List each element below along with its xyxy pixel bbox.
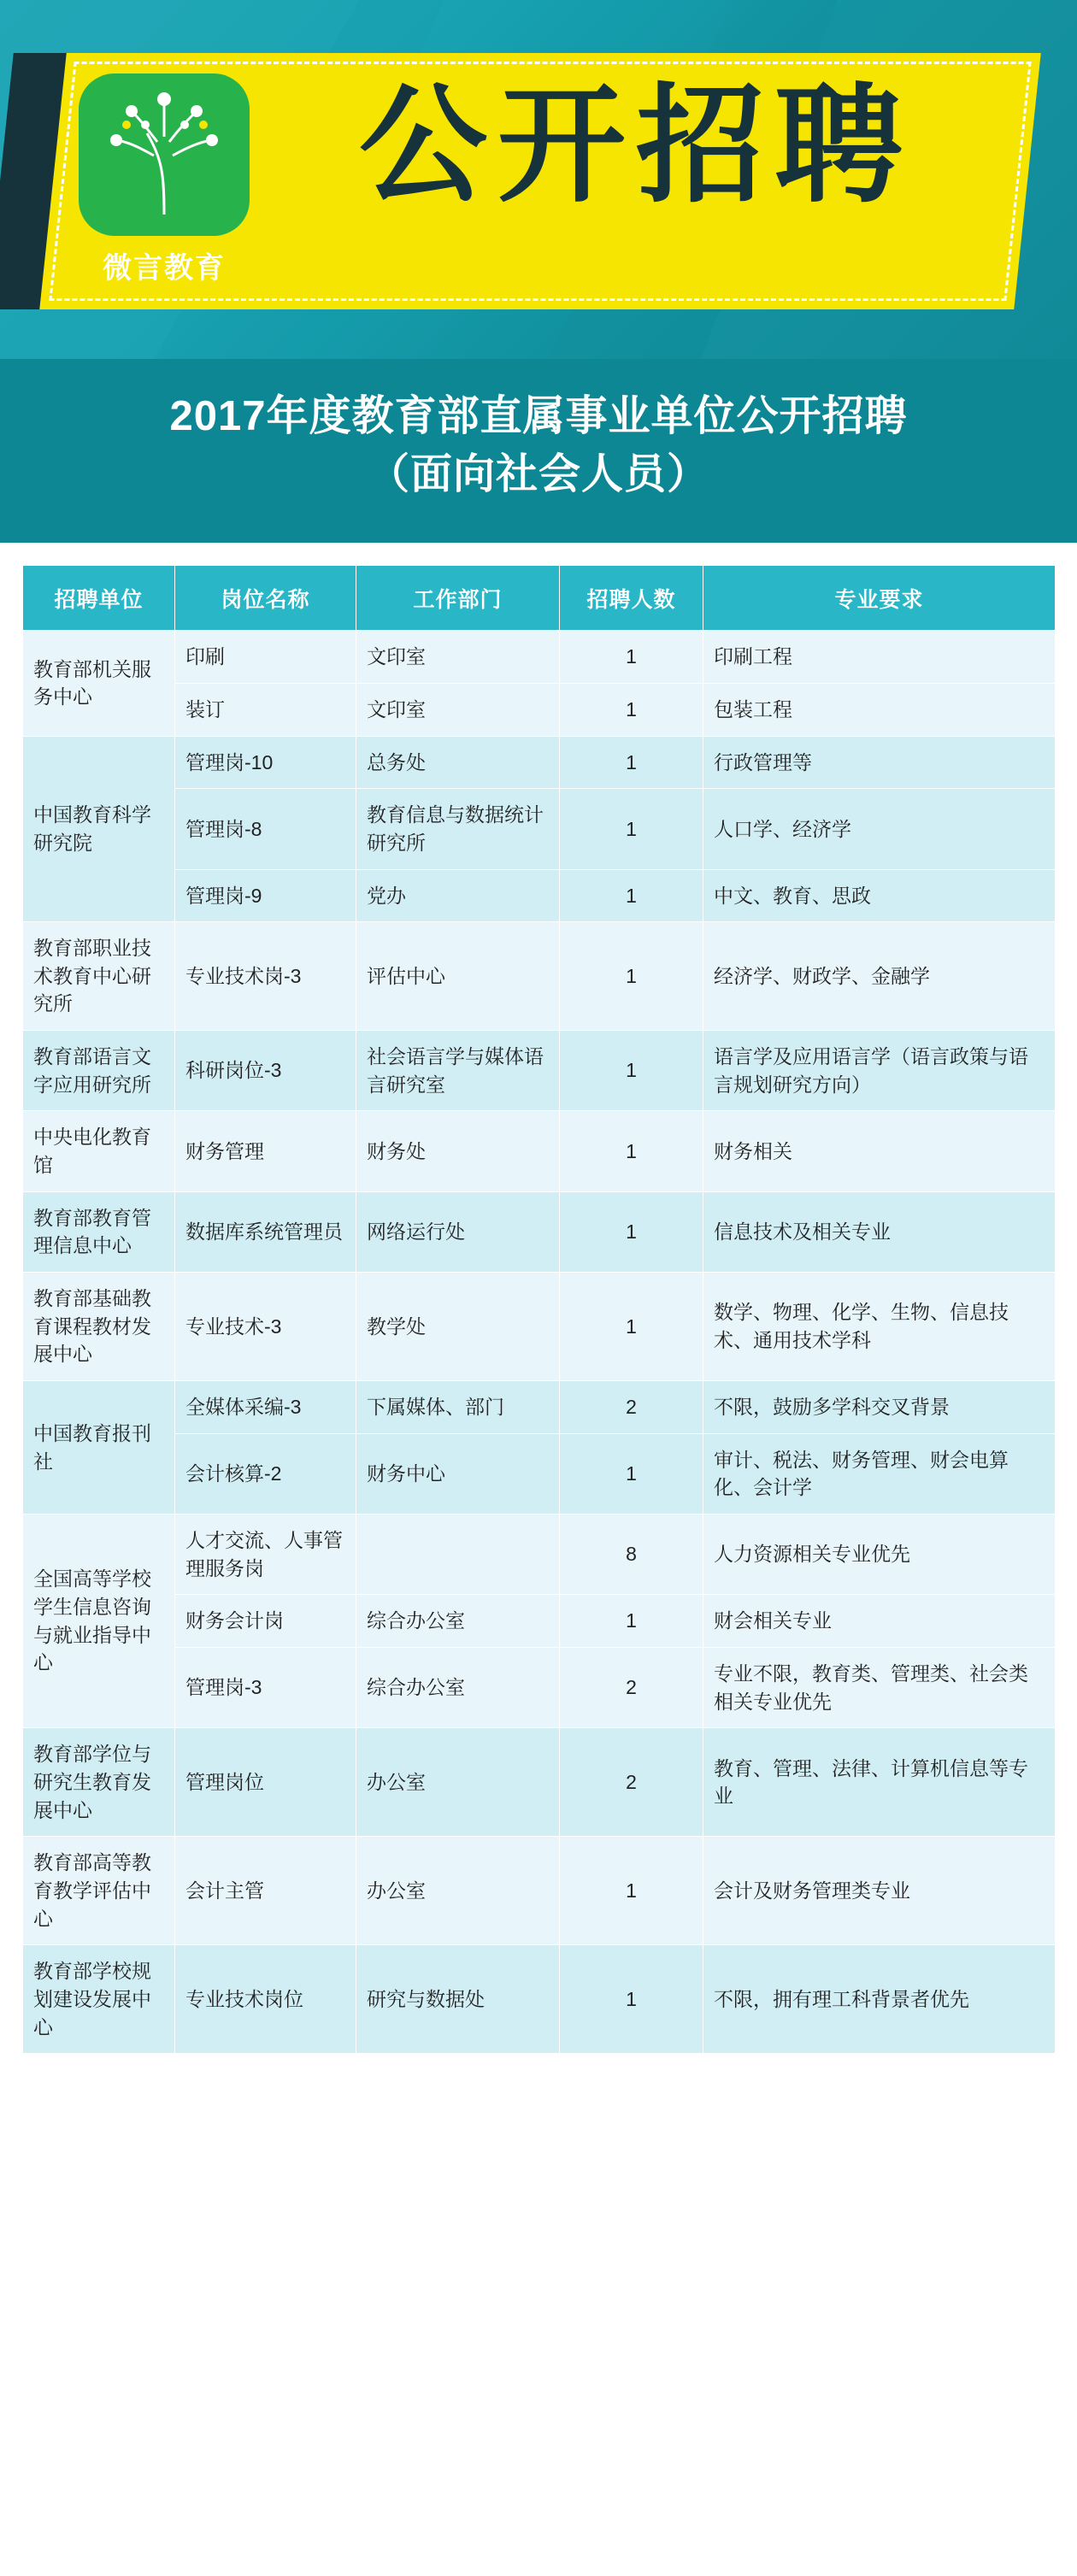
- table-row: [23, 1945, 1056, 2054]
- table-row: [23, 1728, 1056, 1837]
- cell-post: 专业技术岗-3: [175, 922, 356, 1031]
- cell-unit: 教育部教育管理信息中心: [23, 1191, 175, 1272]
- cell-num: 1: [560, 1595, 703, 1648]
- table-row: [23, 1647, 1056, 1727]
- jobs-table: [22, 565, 1056, 2054]
- cell-post: 管理岗位: [175, 1728, 356, 1837]
- cell-num: 1: [560, 1273, 703, 1381]
- table-head: [23, 566, 1056, 631]
- cell-unit: 教育部机关服务中心: [23, 631, 175, 736]
- cell-major: 语言学及应用语言学（语言政策与语言规划研究方向）: [703, 1031, 1056, 1111]
- cell-dept: 研究与数据处: [356, 1945, 560, 2054]
- cell-post: 数据库系统管理员: [175, 1191, 356, 1272]
- cell-post: 全媒体采编-3: [175, 1381, 356, 1434]
- col-header-unit: 招聘单位: [23, 566, 175, 631]
- cell-dept: 综合办公室: [356, 1647, 560, 1727]
- table-row: [23, 1381, 1056, 1434]
- cell-major: 人口学、经济学: [703, 789, 1056, 869]
- cell-post: 印刷: [175, 631, 356, 684]
- cell-major: 审计、税法、财务管理、财会电算化、会计学: [703, 1433, 1056, 1514]
- table-row: [23, 1433, 1056, 1514]
- cell-major: 不限，拥有理工科背景者优先: [703, 1945, 1056, 2054]
- cell-major: 教育、管理、法律、计算机信息等专业: [703, 1728, 1056, 1837]
- cell-unit: 教育部职业技术教育中心研究所: [23, 922, 175, 1031]
- table-row: [23, 869, 1056, 922]
- cell-unit: 教育部高等教育教学评估中心: [23, 1837, 175, 1945]
- table-row: [23, 1191, 1056, 1272]
- cell-dept: 教育信息与数据统计研究所: [356, 789, 560, 869]
- cell-num: 1: [560, 1945, 703, 2054]
- cell-dept: 教学处: [356, 1273, 560, 1381]
- table-row: [23, 1273, 1056, 1381]
- headline-line-1: 2017年度教育部直属事业单位公开招聘: [169, 393, 908, 439]
- table-row: [23, 736, 1056, 789]
- cell-post: 管理岗-3: [175, 1647, 356, 1727]
- cell-num: 8: [560, 1514, 703, 1595]
- cell-post: 管理岗-10: [175, 736, 356, 789]
- table-row: [23, 1111, 1056, 1191]
- cell-post: 会计核算-2: [175, 1433, 356, 1514]
- cell-dept: 财务中心: [356, 1433, 560, 1514]
- banner-title: 公开招聘: [359, 72, 914, 221]
- cell-dept: [356, 1514, 560, 1595]
- cell-num: 1: [560, 1031, 703, 1111]
- cell-post: 装订: [175, 683, 356, 736]
- table-row: [23, 1031, 1056, 1111]
- cell-major: 专业不限，教育类、管理类、社会类相关专业优先: [703, 1647, 1056, 1727]
- table-row: [23, 1514, 1056, 1595]
- table-row: [23, 1595, 1056, 1648]
- col-header-major: 专业要求: [703, 566, 1056, 631]
- cell-major: 包装工程: [703, 683, 1056, 736]
- cell-post: 管理岗-9: [175, 869, 356, 922]
- cell-unit: 中国教育科学研究院: [23, 736, 175, 922]
- table-row: [23, 631, 1056, 684]
- cell-dept: 财务处: [356, 1111, 560, 1191]
- cell-dept: 网络运行处: [356, 1191, 560, 1272]
- cell-post: 专业技术岗位: [175, 1945, 356, 2054]
- cell-major: 人力资源相关专业优先: [703, 1514, 1056, 1595]
- cell-major: 经济学、财政学、金融学: [703, 922, 1056, 1031]
- cell-dept: 下属媒体、部门: [356, 1381, 560, 1434]
- cell-dept: 综合办公室: [356, 1595, 560, 1648]
- cell-unit: 教育部学位与研究生教育发展中心: [23, 1728, 175, 1837]
- cell-post: 人才交流、人事管理服务岗: [175, 1514, 356, 1595]
- cell-major: 会计及财务管理类专业: [703, 1837, 1056, 1945]
- col-header-post: 岗位名称: [175, 566, 356, 631]
- cell-major: 财务相关: [703, 1111, 1056, 1191]
- dandelion-icon: [79, 74, 250, 236]
- cell-unit: 教育部语言文字应用研究所: [23, 1031, 175, 1111]
- cell-unit: 中央电化教育馆: [23, 1111, 175, 1191]
- jobs-table-wrap: [0, 543, 1077, 2062]
- cell-post: 财务管理: [175, 1111, 356, 1191]
- cell-dept: 办公室: [356, 1728, 560, 1837]
- cell-dept: 总务处: [356, 736, 560, 789]
- cell-num: 1: [560, 1191, 703, 1272]
- cell-major: 信息技术及相关专业: [703, 1191, 1056, 1272]
- cell-num: 2: [560, 1381, 703, 1434]
- logo-block: [62, 74, 267, 287]
- cell-dept: 文印室: [356, 683, 560, 736]
- cell-major: 中文、教育、思政: [703, 869, 1056, 922]
- table-row: [23, 922, 1056, 1031]
- cell-post: 管理岗-8: [175, 789, 356, 869]
- cell-dept: 办公室: [356, 1837, 560, 1945]
- cell-dept: 社会语言学与媒体语言研究室: [356, 1031, 560, 1111]
- table-row: [23, 1837, 1056, 1945]
- table-row: [23, 789, 1056, 869]
- cell-post: 专业技术-3: [175, 1273, 356, 1381]
- table-body: [23, 631, 1056, 2054]
- table-header-row: [23, 566, 1056, 631]
- poster-banner: [0, 0, 1077, 359]
- col-header-num: 招聘人数: [560, 566, 703, 631]
- cell-unit: 全国高等学校学生信息咨询与就业指导中心: [23, 1514, 175, 1728]
- cell-dept: 党办: [356, 869, 560, 922]
- cell-unit: 教育部基础教育课程教材发展中心: [23, 1273, 175, 1381]
- cell-num: 1: [560, 789, 703, 869]
- cell-major: 财会相关专业: [703, 1595, 1056, 1648]
- table-row: [23, 683, 1056, 736]
- cell-num: 2: [560, 1728, 703, 1837]
- cell-major: 数学、物理、化学、生物、信息技术、通用技术学科: [703, 1273, 1056, 1381]
- cell-dept: 文印室: [356, 631, 560, 684]
- cell-post: 会计主管: [175, 1837, 356, 1945]
- cell-post: 财务会计岗: [175, 1595, 356, 1648]
- col-header-dept: 工作部门: [356, 566, 560, 631]
- cell-post: 科研岗位-3: [175, 1031, 356, 1111]
- cell-num: 1: [560, 736, 703, 789]
- cell-num: 1: [560, 631, 703, 684]
- cell-major: 行政管理等: [703, 736, 1056, 789]
- cell-num: 1: [560, 1111, 703, 1191]
- cell-num: 1: [560, 1433, 703, 1514]
- headline-line-2: （面向社会人员）: [367, 450, 709, 497]
- cell-unit: 教育部学校规划建设发展中心: [23, 1945, 175, 2054]
- cell-unit: 中国教育报刊社: [23, 1381, 175, 1514]
- cell-num: 1: [560, 922, 703, 1031]
- cell-num: 1: [560, 683, 703, 736]
- cell-num: 1: [560, 1837, 703, 1945]
- cell-dept: 评估中心: [356, 922, 560, 1031]
- headline-block: [0, 359, 1077, 543]
- cell-major: 不限，鼓励多学科交叉背景: [703, 1381, 1056, 1434]
- logo-text: 微言教育: [103, 252, 226, 285]
- cell-major: 印刷工程: [703, 631, 1056, 684]
- cell-num: 1: [560, 869, 703, 922]
- cell-num: 2: [560, 1647, 703, 1727]
